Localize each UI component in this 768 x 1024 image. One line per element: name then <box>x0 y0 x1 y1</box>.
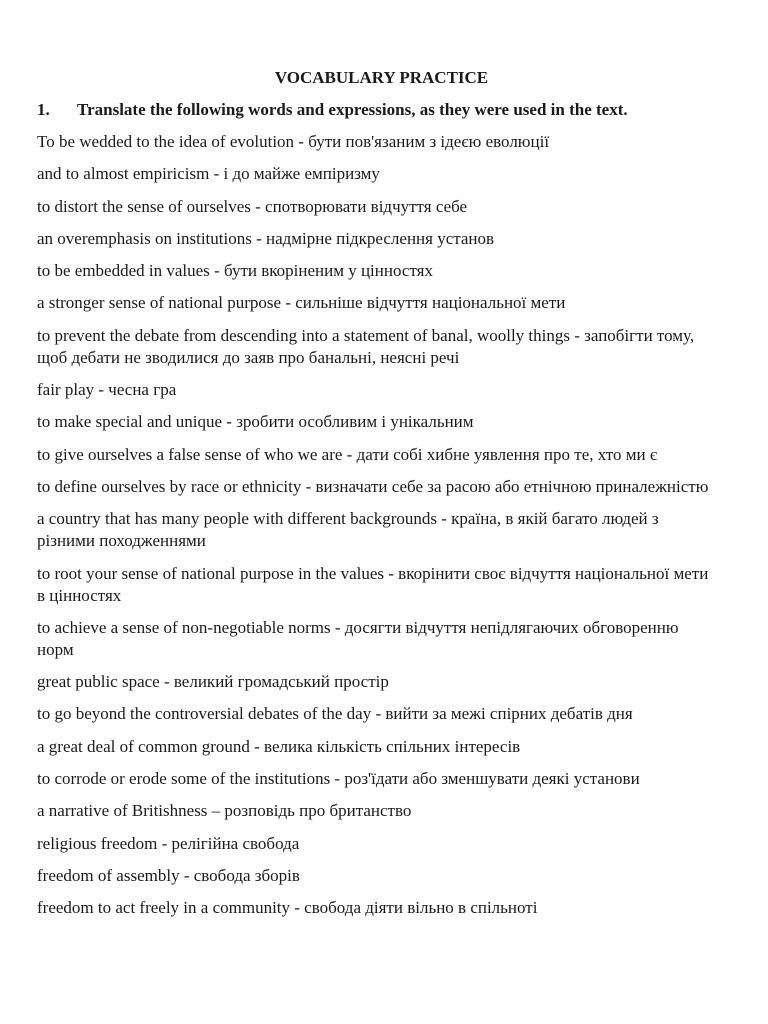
vocabulary-entry: to prevent the debate from descending into a statement of banal, woolly things - запобігти тому, щоб дебати не зводилися до заяв про банальні, неясні речі <box>37 325 695 367</box>
vocabulary-entry: a narrative of Britishness – розповідь про британство <box>37 801 412 821</box>
vocabulary-entry: To be wedded to the idea of evolution - бути пов'язаним з ідеєю еволюції <box>37 132 550 151</box>
vocabulary-entry: to be embedded in values - бути вкоріненим у цінностях <box>37 261 433 281</box>
vocabulary-entry: freedom to act freely in a community - свобода діяти вільно в спільноті <box>37 898 538 918</box>
page-title: VOCABULARY PRACTICE <box>274 68 489 87</box>
task-heading <box>37 99 714 121</box>
vocabulary-entry: fair play - чесна гра <box>37 380 177 400</box>
vocabulary-entry: to distort the sense of ourselves - спотворювати відчуття себе <box>37 196 468 216</box>
vocabulary-entry: to make special and unique - зробити особливим і унікальним <box>37 412 474 432</box>
vocabulary-entry: to go beyond the controversial debates of the day - вийти за межі спірних дебатів дня <box>37 704 633 724</box>
vocabulary-entry: to achieve a sense of non-negotiable norms - досягти відчуття непідлягаючих обговоренню норм <box>37 617 679 659</box>
vocabulary-entry: religious freedom - релігійна свобода <box>37 833 300 853</box>
vocabulary-entry: to give ourselves a false sense of who we are - дати собі хибне уявлення про те, хто ми є <box>37 444 658 464</box>
vocabulary-entry: great public space - великий громадський простір <box>37 672 389 692</box>
vocabulary-entry: to corrode or erode some of the institutions - роз'їдати або зменшувати деякі установи <box>37 769 640 789</box>
task-number: 1. <box>37 100 50 119</box>
vocabulary-list <box>37 131 714 919</box>
vocabulary-entry: an overemphasis on institutions - надмірне підкреслення установ <box>37 228 495 248</box>
vocabulary-entry: a country that has many people with different backgrounds - країна, в якій багато людей з різними походженнями <box>37 509 659 551</box>
vocabulary-entry: a great deal of common ground - велика кількість спільних інтересів <box>37 736 521 756</box>
vocabulary-entry: and to almost empiricism - і до майже емпіризму <box>37 164 380 184</box>
vocabulary-entry: to root your sense of national purpose in the values - вкорінити своє відчуття національної мети в цінностях <box>37 563 709 605</box>
task-instruction: Translate the following words and expressions, as they were used in the text. <box>77 100 628 119</box>
vocabulary-entry: a stronger sense of national purpose - сильніше відчуття національної мети <box>37 293 566 313</box>
vocabulary-entry: to define ourselves by race or ethnicity - визначати себе за расою або етнічною приналежністю <box>37 476 709 496</box>
vocabulary-entry: freedom of assembly - свобода зборів <box>37 865 300 885</box>
